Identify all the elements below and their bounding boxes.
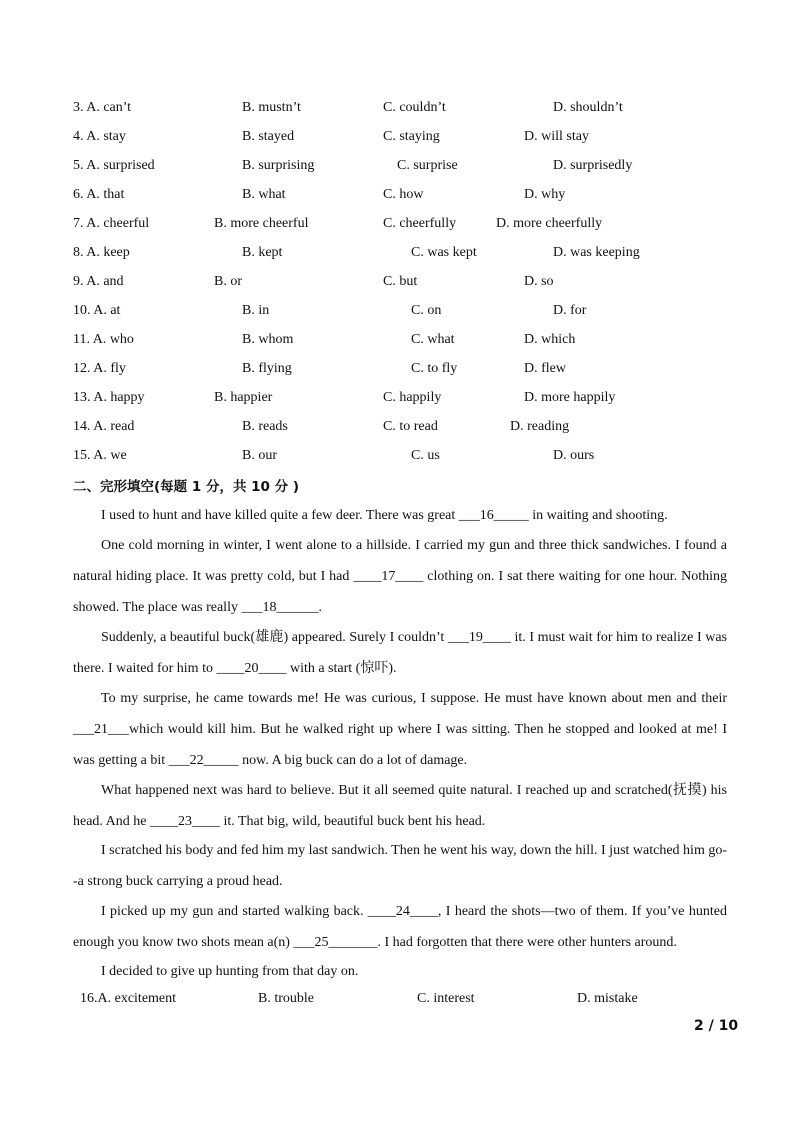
paragraph-text: I decided to give up hunting from that day on. (101, 964, 359, 979)
option-a: 3. A. can’t (73, 100, 132, 115)
option-d: D. will stay (524, 129, 589, 144)
question-row-12 (0, 359, 800, 379)
option-b: B. our (242, 448, 277, 463)
page-number: 2 / 10 (694, 1018, 739, 1034)
option-b: B. surprising (242, 158, 315, 173)
paragraph-text: What happened next was hard to believe. But it all seemed quite natural. I reached up and scratched(抚摸) his head. And he ____23____ it. That big, wild, beautiful buck bent his head. (73, 783, 727, 829)
option-d: D. more happily (524, 390, 616, 405)
option-c: C. on (411, 303, 442, 318)
option-b: B. more cheerful (214, 216, 309, 231)
option-d: D. reading (510, 419, 570, 434)
option-c: C. happily (383, 390, 442, 405)
option-d: D. why (524, 187, 566, 202)
paragraph-text: To my surprise, he came towards me! He was curious, I suppose. He must have known about men and their ___21___which would kill him. But he walked right up where I was sitting. Then he stopped and looked at me! I was getting a bit ___22_____ now. A big buck can do a lot of damage. (73, 691, 727, 768)
option-a: 16.A. excitement (80, 991, 177, 1006)
option-b: B. reads (242, 419, 288, 434)
option-a: 13. A. happy (73, 390, 145, 405)
question-row-7 (0, 214, 800, 234)
option-a: 7. A. cheerful (73, 216, 150, 231)
option-c: C. but (383, 274, 418, 289)
option-d: D. ours (553, 448, 595, 463)
option-c: C. was kept (411, 245, 477, 260)
paragraph-text: I scratched his body and fed him my last sandwich. Then he went his way, down the hill. I just watched him go--a strong buck carrying a proud head. (73, 843, 727, 889)
passage-paragraph (73, 683, 727, 776)
paragraph-text: I picked up my gun and started walking back. ____24____, I heard the shots—two of them. If you’ve hunted enough you know two shots mean a(n) ___25_______. I had forgotten that there were other hunters around. (73, 904, 727, 950)
question-row-14 (0, 417, 800, 437)
option-c: C. what (411, 332, 455, 347)
option-a: 15. A. we (73, 448, 127, 463)
option-c: C. surprise (397, 158, 458, 173)
option-a: 9. A. and (73, 274, 124, 289)
option-d: D. for (553, 303, 587, 318)
option-d: D. surprisedly (553, 158, 633, 173)
paragraph-text: One cold morning in winter, I went alone to a hillside. I carried my gun and three thick sandwiches. I found a natural hiding place. It was pretty cold, but I had ____17____ clothing on. I sat there waiting for one hour. Nothing showed. The place was really ___18______. (73, 538, 727, 615)
option-d: D. flew (524, 361, 566, 376)
question-row-8 (0, 243, 800, 263)
question-row-10 (0, 301, 800, 321)
option-b: B. what (242, 187, 286, 202)
option-c: C. to fly (411, 361, 458, 376)
option-a: 14. A. read (73, 419, 135, 434)
passage-paragraph (73, 835, 727, 897)
option-a: 8. A. keep (73, 245, 130, 260)
option-a: 11. A. who (73, 332, 134, 347)
option-c: C. us (411, 448, 440, 463)
option-d: D. which (524, 332, 576, 347)
option-c: C. to read (383, 419, 438, 434)
question-row-6 (0, 185, 800, 205)
option-c: C. interest (417, 991, 475, 1006)
option-d: D. so (524, 274, 554, 289)
passage-paragraph (73, 530, 727, 623)
question-row-4 (0, 127, 800, 147)
option-b: B. in (242, 303, 270, 318)
option-b: B. kept (242, 245, 283, 260)
option-b: B. stayed (242, 129, 295, 144)
question-row-9 (0, 272, 800, 292)
option-d: D. shouldn’t (553, 100, 623, 115)
paragraph-text: I used to hunt and have killed quite a few deer. There was great ___16_____ in waiting and shooting. (101, 508, 668, 523)
option-a: 12. A. fly (73, 361, 126, 376)
option-a: 10. A. at (73, 303, 121, 318)
option-d: D. more cheerfully (496, 216, 603, 231)
passage-paragraph (73, 896, 727, 958)
option-b: B. flying (242, 361, 292, 376)
question-row-3 (0, 98, 800, 118)
passage-paragraph (73, 956, 727, 987)
question-row-5 (0, 156, 800, 176)
passage-paragraph (73, 775, 727, 837)
option-d: D. mistake (577, 991, 638, 1006)
option-b: B. or (214, 274, 242, 289)
option-d: D. was keeping (553, 245, 640, 260)
option-a: 6. A. that (73, 187, 125, 202)
option-b: B. mustn’t (242, 100, 301, 115)
passage-paragraph (73, 622, 727, 684)
option-c: C. couldn’t (383, 100, 446, 115)
option-c: C. staying (383, 129, 440, 144)
question-row-11 (0, 330, 800, 350)
passage-paragraph (73, 500, 727, 531)
option-a: 5. A. surprised (73, 158, 155, 173)
question-row-15 (0, 446, 800, 466)
section-heading: 二、完形填空(每题 1 分，共 10 分 ) (73, 479, 300, 495)
question-row-13 (0, 388, 800, 408)
paragraph-text: Suddenly, a beautiful buck(雄鹿) appeared. Surely I couldn’t ___19____ it. I must wait for him to realize I was there. I waited for him to ____20____ with a start (惊吓). (73, 630, 727, 676)
option-c: C. cheerfully (383, 216, 457, 231)
option-a: 4. A. stay (73, 129, 126, 144)
option-b: B. trouble (258, 991, 314, 1006)
option-b: B. happier (214, 390, 273, 405)
option-c: C. how (383, 187, 424, 202)
question-row-16 (0, 989, 800, 1009)
option-b: B. whom (242, 332, 294, 347)
